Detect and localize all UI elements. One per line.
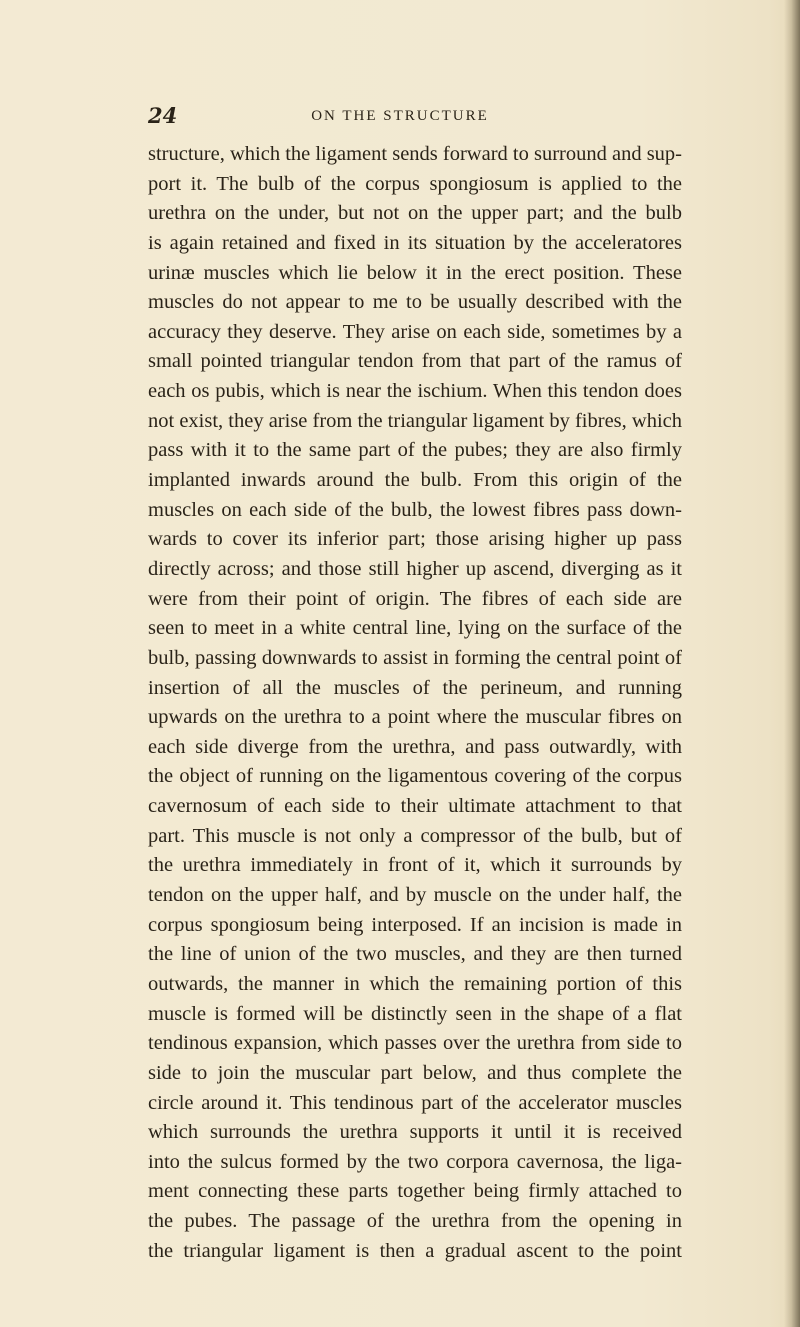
text-line: which surrounds the urethra supports it until it is received [148, 1121, 682, 1144]
text-line: structure, which the ligament sends forward to surround and sup- [148, 143, 683, 165]
text-line: the pubes. The passage of the urethra from the opening in [148, 1210, 682, 1233]
text-line: muscle is formed will be distinctly seen in the shape of a flat [148, 1002, 682, 1025]
text-line: circle around it. This tendinous part of the accelerator muscles [148, 1091, 682, 1114]
running-head: ON THE STRUCTURE [311, 108, 489, 124]
text-line: directly across; and those still higher up ascend, diverging as it [148, 557, 682, 580]
text-line: outwards, the manner in which the remaining portion of this [148, 972, 682, 995]
text-line: upwards on the urethra to a point where the muscular fibres on [148, 706, 682, 729]
text-line: ment connecting these parts together being firmly attached to [148, 1180, 682, 1203]
text-line: port it. The bulb of the corpus spongiosum is applied to the [148, 172, 682, 195]
text-line: each os pubis, which is near the ischium. When this tendon does [148, 380, 682, 403]
text-line: the urethra immediately in front of it, which it surrounds by [148, 854, 682, 877]
text-line: implanted inwards around the bulb. From this origin of the [148, 469, 682, 492]
text-line: the line of union of the two muscles, and they are then turned [148, 943, 682, 966]
text-line: the object of running on the ligamentous covering of the corpus [148, 765, 682, 788]
text-line: seen to meet in a white central line, lying on the surface of the [148, 617, 682, 640]
text-line: small pointed triangular tendon from that part of the ramus of [148, 350, 682, 373]
text-line: urethra on the under, but not on the upper part; and the bulb [148, 202, 682, 225]
text-line: wards to cover its inferior part; those arising higher up pass [148, 528, 682, 551]
text-line: muscles on each side of the bulb, the lowest fibres pass down- [148, 498, 682, 521]
text-line: tendinous expansion, which passes over the urethra from side to [148, 1032, 682, 1055]
text-line: bulb, passing downwards to assist in forming the central point of [148, 646, 682, 669]
text-line: were from their point of origin. The fibres of each side are [148, 587, 682, 610]
text-line: pass with it to the same part of the pubes; they are also firmly [148, 439, 682, 462]
text-line: is again retained and fixed in its situation by the acceleratores [148, 231, 682, 254]
text-line: accuracy they deserve. They arise on each side, sometimes by a [148, 320, 682, 343]
text-line: side to join the muscular part below, and thus complete the [148, 1061, 682, 1084]
page-edge-shadow [784, 0, 800, 1327]
text-line: not exist, they arise from the triangular ligament by fibres, which [148, 409, 682, 432]
text-line: urinæ muscles which lie below it in the erect position. These [148, 261, 682, 284]
text-line: each side diverge from the urethra, and pass outwardly, with [148, 735, 682, 758]
text-line: part. This muscle is not only a compressor of the bulb, but of [148, 824, 682, 847]
page-number: 24 [148, 103, 178, 128]
text-line: tendon on the upper half, and by muscle on the under half, the [148, 884, 682, 907]
text-line: insertion of all the muscles of the perineum, and running [148, 676, 682, 699]
text-line: corpus spongiosum being interposed. If an incision is made in [148, 913, 682, 936]
body-text [148, 140, 682, 1266]
text-line: muscles do not appear to me to be usually described with the [148, 291, 682, 314]
text-line: the triangular ligament is then a gradual ascent to the point [148, 1239, 682, 1262]
text-line: cavernosum of each side to their ultimate attachment to that [148, 795, 682, 818]
text-line: into the sulcus formed by the two corpora cavernosa, the liga- [148, 1150, 682, 1173]
